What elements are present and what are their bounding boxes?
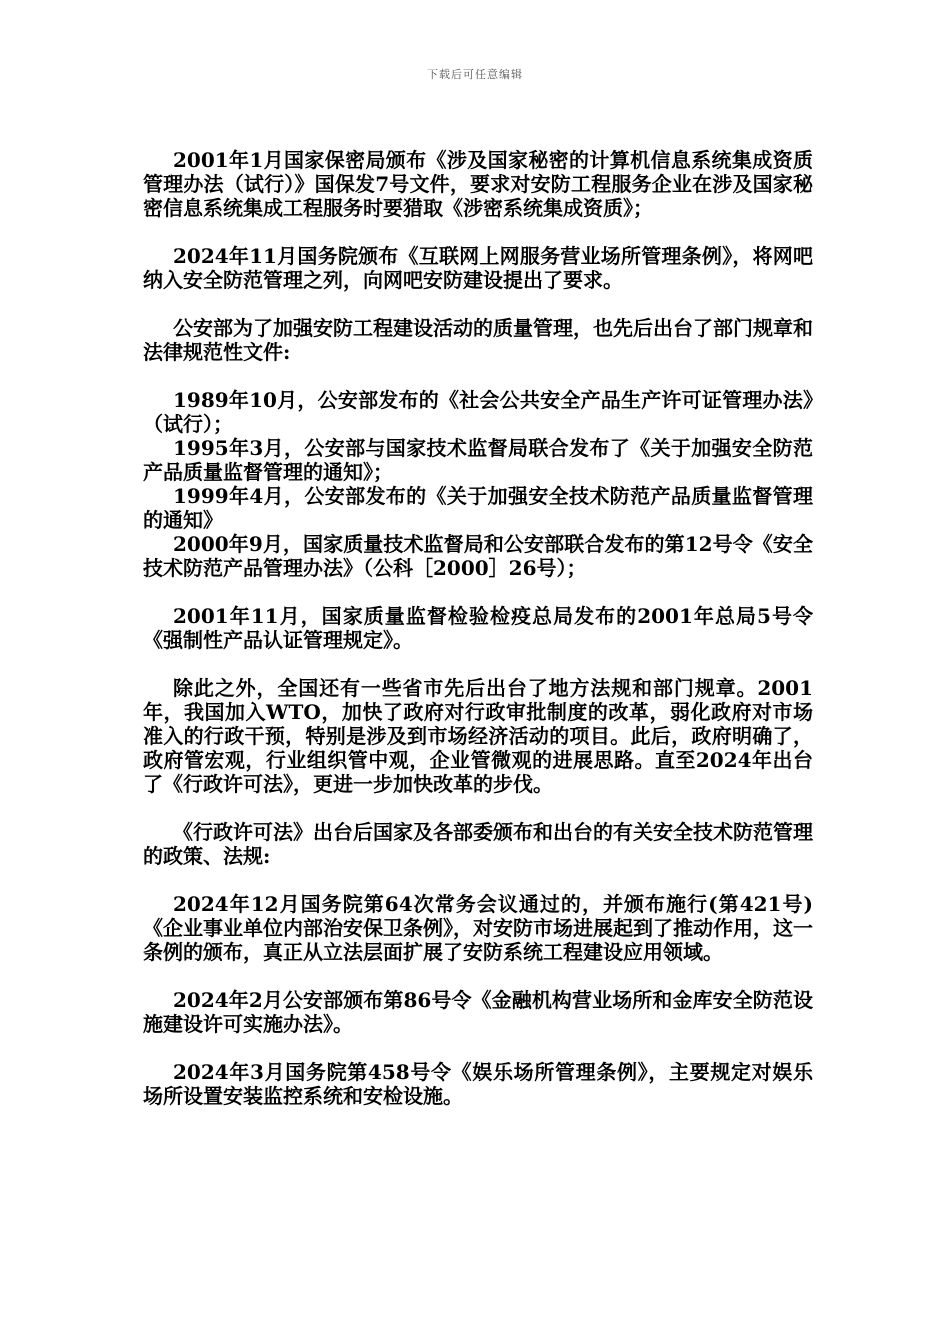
document-body bbox=[143, 148, 813, 1108]
paragraph-1: 2001年1月国家保密局颁布《涉及国家秘密的计算机信息系统集成资质管理办法（试行）》国保发7号文件，要求对安防工程服务企业在涉及国家秘密信息系统集成工程服务时要猎取《涉密系统集成资质》； bbox=[143, 148, 813, 220]
paragraph-3: 公安部为了加强安防工程建设活动的质量管理，也先后出台了部门规章和法律规范性文件: bbox=[143, 316, 813, 364]
paragraph-4: 1989年10月，公安部发布的《社会公共安全产品生产许可证管理办法》（试行）； bbox=[143, 388, 813, 436]
paragraph-10: 《行政许可法》出台后国家及各部委颁布和出台的有关安全技术防范管理的政策、法规: bbox=[143, 820, 813, 868]
paragraph-12: 2024年2月公安部颁布第86号令《金融机构营业场所和金库安全防范设施建设许可实施办法》。 bbox=[143, 988, 813, 1036]
paragraph-9: 除此之外，全国还有一些省市先后出台了地方法规和部门规章。2001年，我国加入WTO，加快了政府对行政审批制度的改革，弱化政府对市场准入的行政干预，特别是涉及到市场经济活动的项目。此后，政府明确了，政府管宏观，行业组织管中观，企业管微观的进展思路。直至2024年出台了《行政许可法》，更进一步加快改革的步伐。 bbox=[143, 676, 813, 796]
paragraph-5: 1995年3月，公安部与国家技术监督局联合发布了《关于加强安全防范产品质量监督管理的通知》； bbox=[143, 436, 813, 484]
paragraph-6: 1999年4月，公安部发布的《关于加强安全技术防范产品质量监督管理的通知》 bbox=[143, 484, 813, 532]
paragraph-11: 2024年12月国务院第64次常务会议通过的，并颁布施行(第421号) 《企业事业单位内部治安保卫条例》，对安防市场进展起到了推动作用，这一条例的颁布，真正从立法层面扩展了安防系统工程建设应用领域。 bbox=[143, 892, 813, 964]
paragraph-2: 2024年11月国务院颁布《互联网上网服务营业场所管理条例》，将网吧纳入安全防范管理之列，向网吧安防建设提出了要求。 bbox=[143, 244, 813, 292]
paragraph-7: 2000年9月，国家质量技术监督局和公安部联合发布的第12号令《安全技术防范产品管理办法》（公科［2000］26号）； bbox=[143, 532, 813, 580]
page-header-note: 下载后可任意编辑 bbox=[427, 68, 523, 81]
paragraph-13: 2024年3月国务院第458号令《娱乐场所管理条例》，主要规定对娱乐场所设置安装监控系统和安检设施。 bbox=[143, 1060, 813, 1108]
paragraph-8: 2001年11月，国家质量监督检验检疫总局发布的2001年总局5号令《强制性产品认证管理规定》。 bbox=[143, 604, 813, 652]
